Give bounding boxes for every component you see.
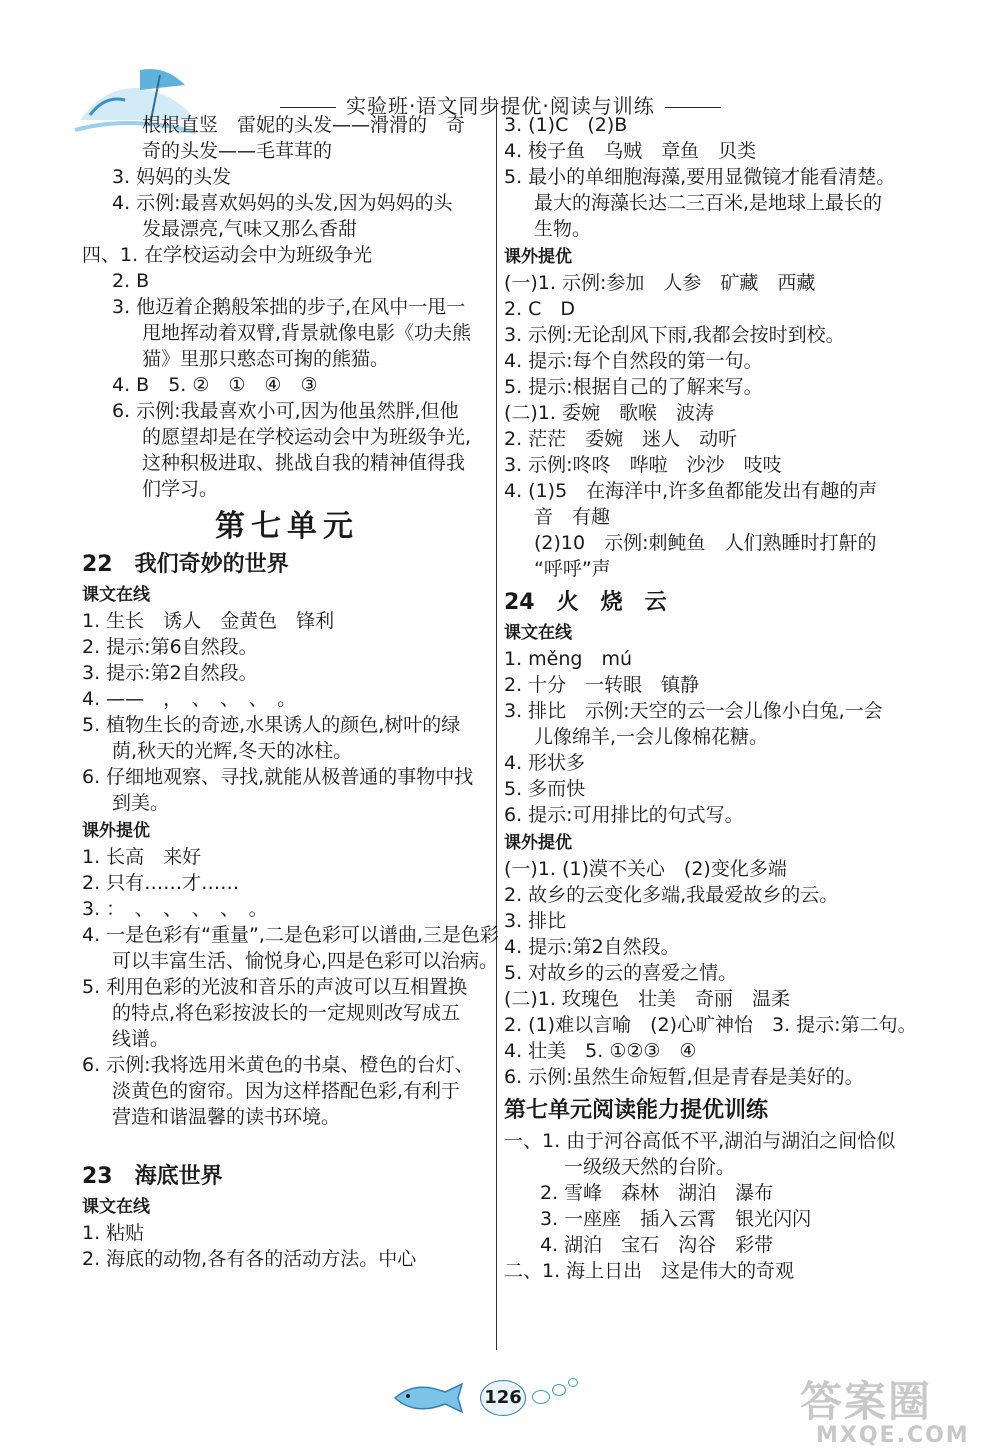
page-footer — [390, 1370, 650, 1430]
answer-line: 6. 示例:我将选用米黄色的书桌、橙色的台灯、 — [82, 1054, 474, 1076]
section-heading: 课外提优 — [504, 833, 572, 853]
answer-line: 2. 茫茫 委婉 迷人 动听 — [504, 428, 738, 450]
bubble-icon — [552, 1384, 566, 1396]
answer-line: 们学习。 — [142, 478, 219, 500]
answer-line: (2)10 示例:刺鲀鱼 人们熟睡时打鼾的 — [534, 532, 877, 554]
answer-line: (一)1. (1)漠不关心 (2)变化多端 — [504, 858, 787, 880]
answer-line: 淡黄色的窗帘。因为这样搭配色彩,有利于 — [112, 1080, 461, 1102]
left-column — [82, 112, 499, 1352]
answer-line: 2. 故乡的云变化多端,我最爱故乡的云。 — [504, 884, 839, 906]
watermark-big: 答案圈 — [800, 1377, 933, 1426]
answer-line: 4. (1)5 在海洋中,许多鱼都能发出有趣的声 — [504, 480, 878, 502]
section-heading: 课外提优 — [504, 247, 572, 267]
answer-line: 3. 示例:无论刮风下雨,我都会按时到校。 — [504, 324, 845, 346]
answer-line: 1. měng mú — [504, 648, 633, 670]
answer-line: 发最漂亮,气味又那么香甜 — [142, 218, 358, 240]
answer-line: 2. B — [112, 270, 150, 292]
answer-line: 3. 排比 — [504, 910, 567, 932]
answer-line: 5. 提示:根据自己的了解来写。 — [504, 376, 763, 398]
answer-line: (二)1. 玫瑰色 壮美 奇丽 温柔 — [504, 988, 790, 1010]
answer-line: 3. 妈妈的头发 — [112, 166, 232, 188]
answer-line: 最大的海藻长达二三百米,是地球上最长的 — [534, 192, 883, 214]
watermark — [800, 1377, 1000, 1454]
answer-line: 3. ： 、 、 、 、 。 — [82, 898, 268, 920]
fish-icon — [390, 1378, 470, 1418]
answer-line: 这种积极进取、挑战自我的精神值得我 — [142, 452, 466, 474]
answer-line: 2. C D — [504, 298, 576, 320]
answer-line: 2. (1)难以言喻 (2)心旷神怡 3. 提示:第二句。 — [504, 1014, 917, 1036]
answer-line: 4. 梭子鱼 乌贼 章鱼 贝类 — [504, 140, 757, 162]
answer-line: 营造和谐温馨的读书环境。 — [112, 1106, 341, 1128]
bubble-icon — [568, 1378, 578, 1387]
answer-line: 4. 形状多 — [504, 752, 586, 774]
answer-line: 3. (1)C (2)B — [504, 114, 628, 136]
answer-line: 5. 多而快 — [504, 778, 586, 800]
right-column — [504, 112, 924, 1352]
answer-line: 音 有趣 — [534, 506, 611, 528]
answer-line: 二、1. 海上日出 这是伟大的奇观 — [504, 1260, 795, 1282]
bubble-icon — [532, 1390, 550, 1404]
answer-line: 荫,秋天的光辉,冬天的冰柱。 — [112, 740, 353, 762]
answer-line: 5. 对故乡的云的喜爱之情。 — [504, 962, 738, 984]
answer-line: 5. 植物生长的奇迹,水果诱人的颜色,树叶的绿 — [82, 714, 461, 736]
answer-line: 2. 雪峰 森林 湖泊 瀑布 — [540, 1182, 774, 1204]
answer-line: 6. 示例:我最喜欢小可,因为他虽然胖,但他 — [112, 400, 459, 422]
answer-line: 4. 提示:第2自然段。 — [504, 936, 680, 958]
watermark-small: MXQE.COM — [816, 1423, 970, 1448]
section-heading: 课文在线 — [504, 623, 572, 643]
answer-line: 3. 排比 示例:天空的云一会儿像小白兔,一会 — [504, 700, 883, 722]
header-rule-right — [665, 107, 721, 108]
lesson-title: 24 火 烧 云 — [504, 590, 667, 615]
answer-line: 5. 最小的单细胞海藻,要用显微镜才能看清楚。 — [504, 166, 896, 188]
answer-line: 的愿望却是在学校运动会中为班级争光, — [142, 426, 472, 448]
answer-line: 生物。 — [534, 218, 592, 240]
answer-line: 甩地挥动着双臂,背景就像电影《功夫熊 — [142, 322, 472, 344]
answer-line: 3. 一座座 插入云霄 银光闪闪 — [540, 1208, 812, 1230]
answer-line: (一)1. 示例:参加 人参 矿藏 西藏 — [504, 272, 816, 294]
answer-line: 5. 利用色彩的光波和音乐的声波可以互相置换 — [82, 976, 468, 998]
lesson-title: 23 海底世界 — [82, 1164, 223, 1189]
section-heading: 课文在线 — [82, 585, 150, 605]
answer-line: 根根直竖 雷妮的头发——滑滑的 奇 — [142, 114, 466, 136]
answer-line: 一、1. 由于河谷高低不平,湖泊与湖泊之间恰似 — [504, 1130, 896, 1152]
answer-line: 1. 生长 诱人 金黄色 锋利 — [82, 610, 335, 632]
answer-line: 3. 他迈着企鹅般笨拙的步子,在风中一甩一 — [112, 296, 466, 318]
answer-line: 4. 示例:最喜欢妈妈的头发,因为妈妈的头 — [112, 192, 453, 214]
column-divider — [496, 100, 497, 1350]
answer-line: 猫》里那只憨态可掬的熊猫。 — [142, 348, 390, 370]
answer-line: 4. 提示:每个自然段的第一句。 — [504, 350, 763, 372]
answer-line: 3. 示例:咚咚 哗啦 沙沙 吱吱 — [504, 454, 782, 476]
answer-line: 4. 一是色彩有“重量”,二是色彩可以谱曲,三是色彩 — [82, 924, 499, 946]
answer-line: 6. 示例:虽然生命短暂,但是青春是美好的。 — [504, 1066, 864, 1088]
answer-line: 6. 仔细地观察、寻找,就能从极普通的事物中找 — [82, 766, 474, 788]
answer-line: 1. 粘贴 — [82, 1222, 145, 1244]
lesson-title: 第七单元阅读能力提优训练 — [504, 1098, 769, 1123]
answer-line: 6. 提示:可用排比的句式写。 — [504, 804, 744, 826]
answer-line: (二)1. 委婉 歌喉 波涛 — [504, 402, 714, 424]
answer-line: 1. 长高 来好 — [82, 846, 202, 868]
header-rule-left — [280, 107, 336, 108]
answer-line: 4. —— ， 、 、 、 。 — [82, 688, 297, 710]
answer-line: 儿像绵羊,一会儿像棉花糖。 — [534, 726, 769, 748]
answer-line: 的特点,将色彩按波长的一定规则改写成五 — [112, 1002, 461, 1024]
answer-line: 4. 壮美 5. ①②③ ④ — [504, 1040, 697, 1062]
answer-line: 3. 提示:第2自然段。 — [82, 662, 258, 684]
answer-line: 2. 提示:第6自然段。 — [82, 636, 258, 658]
section-heading: 课外提优 — [82, 821, 150, 841]
answer-line: 4. 湖泊 宝石 沟谷 彩带 — [540, 1234, 774, 1256]
answer-line: 到美。 — [112, 792, 170, 814]
lesson-title: 22 我们奇妙的世界 — [82, 552, 289, 577]
answer-line: 可以丰富生活、愉悦身心,四是色彩可以治病。 — [112, 950, 499, 972]
answer-line: 四、1. 在学校运动会中为班级争光 — [82, 244, 373, 266]
page-number: 126 — [480, 1380, 526, 1416]
answer-line: 2. 十分 一转眼 镇静 — [504, 674, 700, 696]
answer-line: “呼呼”声 — [534, 558, 611, 580]
answer-line: 2. 只有……才…… — [82, 872, 240, 894]
answer-line — [82, 1130, 492, 1156]
header-title-text: 实验班·语文同步提优·阅读与训练 — [346, 94, 655, 118]
answer-line: 2. 海底的动物,各有各的活动方法。中心 — [82, 1248, 417, 1270]
answer-line: 奇的头发——毛茸茸的 — [142, 140, 333, 162]
section-heading: 课文在线 — [82, 1197, 150, 1217]
answer-line: 一级级天然的台阶。 — [564, 1156, 736, 1178]
answer-line: 4. B 5. ② ① ④ ③ — [112, 374, 318, 396]
answer-line: 线谱。 — [112, 1028, 170, 1050]
unit-title: 第七单元 — [215, 509, 359, 544]
